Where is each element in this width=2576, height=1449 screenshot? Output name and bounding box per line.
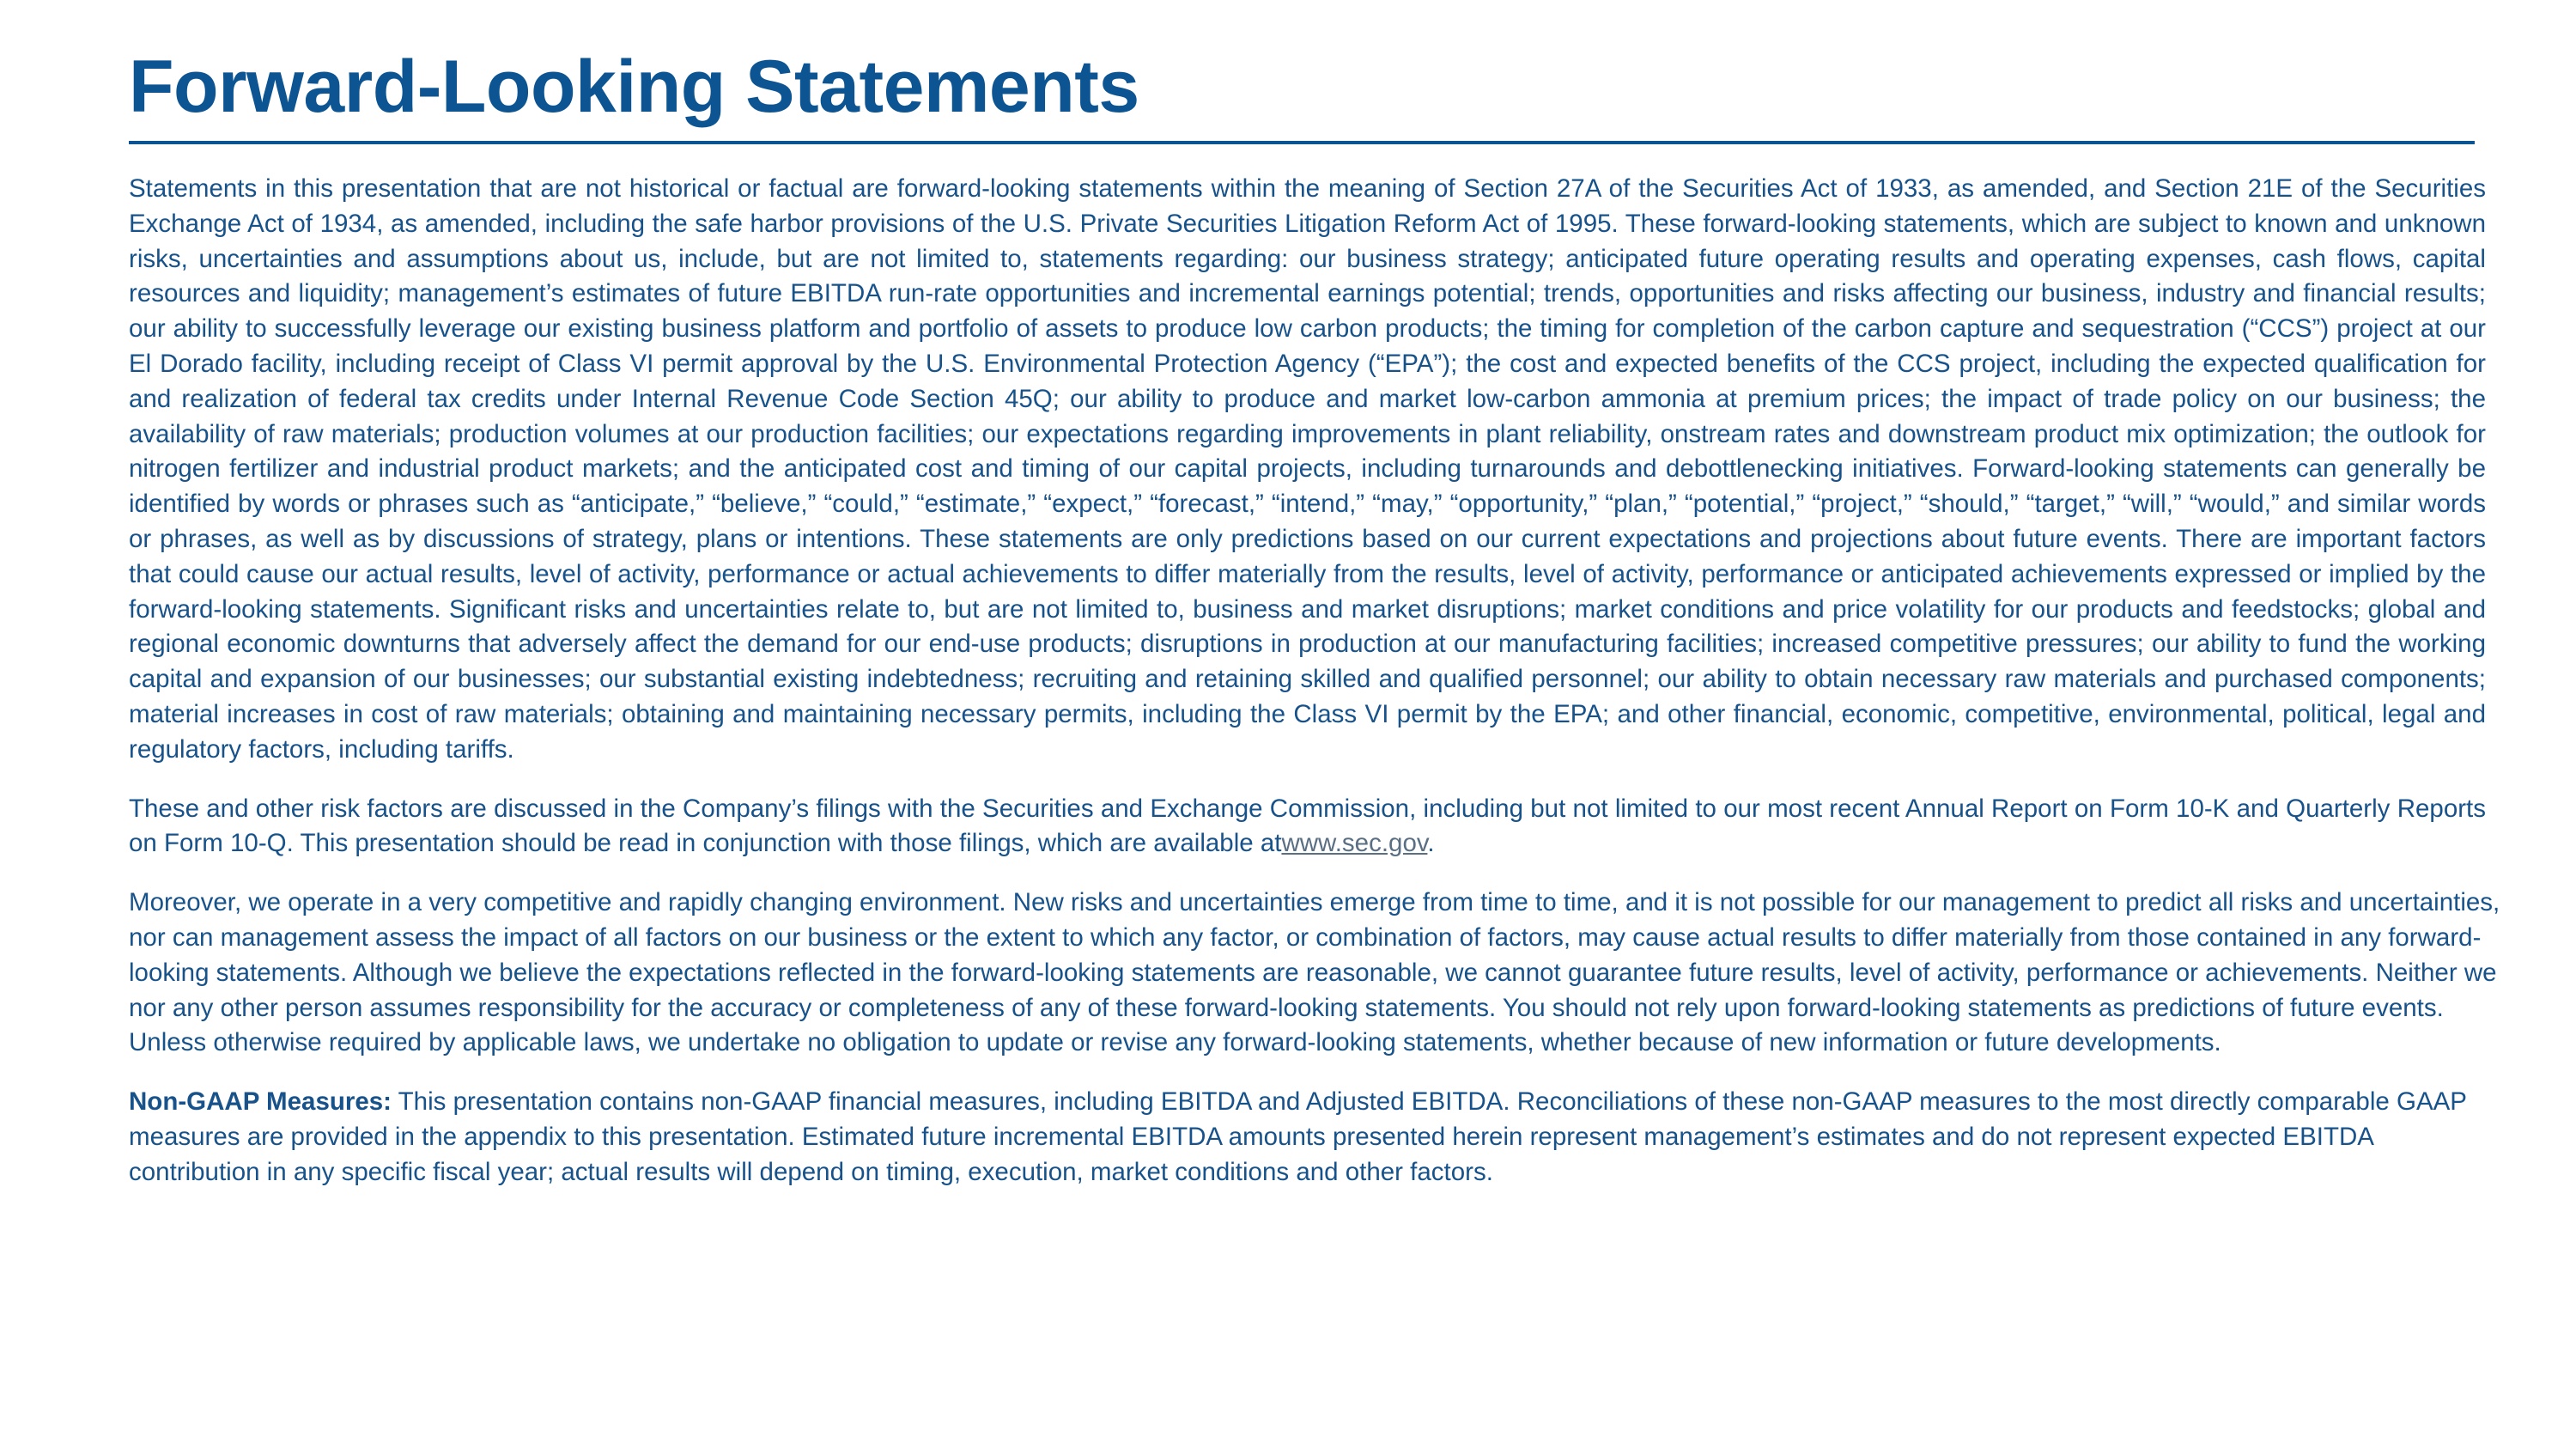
- slide-title: Forward-Looking Statements: [129, 46, 1139, 128]
- sec-website-link[interactable]: www.sec.gov: [1281, 829, 1428, 858]
- risk-factors-paragraph: [129, 792, 2486, 862]
- title-underline-divider: [129, 141, 2475, 144]
- competitive-environment-paragraph: Moreover, we operate in a very competitive and rapidly changing environment. New risks and uncertainties emerge from time to time, and it is not possible for our management to predict all risks and uncertainties, nor can management assess the impact of all factors on our business or the extent to which any factor, or combination of factors, may cause actual results to differ materially from those contained in any forward-looking statements. Although we believe the expectations reflected in the forward-looking statements are reasonable, we cannot guarantee future results, level of activity, performance or achievements. Neither we nor any other person assumes responsibility for the accuracy or completeness of any of these forward-looking statements. You should not rely upon forward-looking statements as predictions of future events. Unless otherwise required by applicable laws, we undertake no obligation to update or revise any forward-looking statements, whether because of new information or future developments.: [129, 888, 2500, 1057]
- forward-looking-paragraph: Statements in this presentation that are not historical or factual are forward-looking statements within the meaning of Section 27A of the Securities Act of 1933, as amended, and Section 21E of the Securities Exchange Act of 1934, as amended, including the safe harbor provisions of the U.S. Private Securities Litigation Reform Act of 1995. These forward-looking statements, which are subject to known and unknown risks, uncertainties and assumptions about us, include, but are not limited to, statements regarding: our business strategy; anticipated future operating results and operating expenses, cash flows, capital resources and liquidity; management’s estimates of future EBITDA run-rate opportunities and incremental earnings potential; trends, opportunities and risks affecting our business, industry and financial results; our ability to successfully leverage our existing business platform and portfolio of assets to produce low carbon products; the timing for completion of the carbon capture and sequestration (“CCS”) project at our El Dorado facility, including receipt of Class VI permit approval by the U.S. Environmental Protection Agency (“EPA”); the cost and expected benefits of the CCS project, including the expected qualification for and realization of federal tax credits under Internal Revenue Code Section 45Q; our ability to produce and market low-carbon ammonia at premium prices; the impact of trade policy on our business; the availability of raw materials; production volumes at our production facilities; our expectations regarding improvements in plant reliability, onstream rates and downstream product mix optimization; the outlook for nitrogen fertilizer and industrial product markets; and the anticipated cost and timing of our capital projects, including turnarounds and debottlenecking initiatives. Forward-looking statements can generally be identified by words or phrases such as “anticipate,” “believe,” “could,” “estimate,” “expect,” “forecast,” “intend,” “may,” “opportunity,” “plan,” “potential,” “project,” “should,” “target,” “will,” “would,” and similar words or phrases, as well as by discussions of strategy, plans or intentions. These statements are only predictions based on our current expectations and projections about future events. There are important factors that could cause our actual results, level of activity, performance or actual achievements to differ materially from the results, level of activity, performance or anticipated achievements expressed or implied by the forward-looking statements. Significant risks and uncertainties relate to, but are not limited to, business and market disruptions; market conditions and price volatility for our products and feedstocks; global and regional economic downturns that adversely affect the demand for our end-use products; disruptions in production at our manufacturing facilities; increased competitive pressures; our ability to fund the working capital and expansion of our businesses; our substantial existing indebtedness; recruiting and retaining skilled and qualified personnel; our ability to obtain necessary raw materials and purchased components; material increases in cost of raw materials; obtaining and maintaining necessary permits, including the Class VI permit by the EPA; and other financial, economic, competitive, environmental, political, legal and regulatory factors, including tariffs.: [129, 174, 2486, 764]
- risk-factors-period: .: [1427, 829, 1435, 858]
- non-gaap-paragraph: [129, 1085, 2507, 1190]
- non-gaap-text: This presentation contains non-GAAP financial measures, including EBITDA and Adjusted EBITDA. Reconciliations of these non-GAAP measures to the most directly comparable GAAP measures are provided in the appendix to this presentation. Estimated future incremental EBITDA amounts presented herein represent management’s estimates and do not represent expected EBITDA contribution in any specific fiscal year; actual results will depend on timing, execution, market conditions and other factors.: [129, 1087, 2467, 1186]
- risk-factors-text: These and other risk factors are discussed in the Company’s filings with the Securities and Exchange Commission, including but not limited to our most recent Annual Report on Form 10-K and Quarterly Reports on Form 10-Q. This presentation should be read in conjunction with those filings, which are available at: [129, 794, 2486, 858]
- non-gaap-label: Non-GAAP Measures:: [129, 1087, 392, 1117]
- slide-body: [129, 172, 2507, 1215]
